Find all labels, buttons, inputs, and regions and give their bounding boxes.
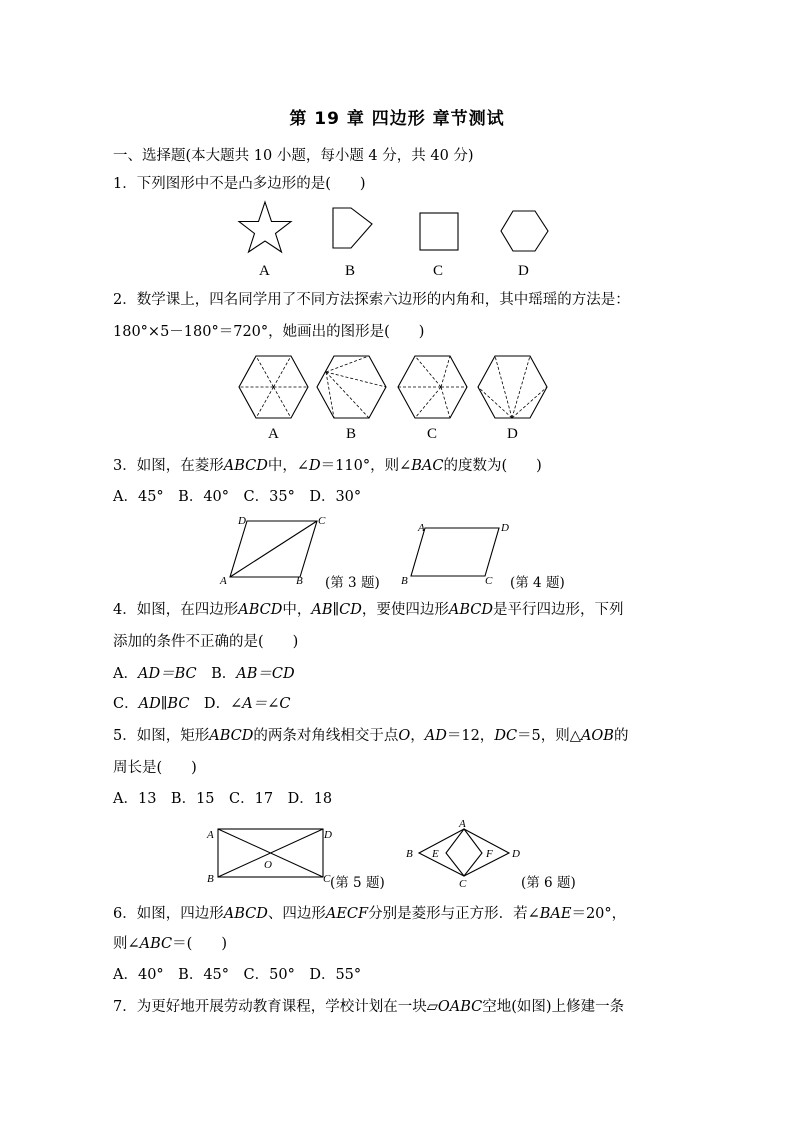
question-5-stem-line1: 5．如图，矩形ABCD的两条对角线相交于点O，AD＝12，DC＝5，则△AOB的 (113, 728, 629, 744)
svg-text:C: C (323, 873, 331, 885)
q3-diagonal-ac (230, 521, 317, 577)
question-2-stem-line2: 180°×5－180°＝720°，她画出的图形是( ) (113, 324, 425, 340)
q1-label-b: B (345, 263, 356, 279)
q1-label-a: A (259, 263, 270, 279)
q5-caption: (第 5 题) (330, 875, 385, 891)
q3-caption: (第 3 题) (325, 575, 380, 591)
question-4-stem-line2: 添加的条件不正确的是( ) (113, 634, 299, 650)
q2-label-b: B (346, 426, 357, 442)
question-6-stem-line2: 则∠ABC＝( ) (113, 936, 227, 952)
question-3-stem: 3．如图，在菱形ABCD中，∠D＝110°，则∠BAC的度数为( ) (113, 458, 542, 474)
svg-text:A: A (207, 829, 214, 841)
q1-label-d: D (518, 263, 529, 279)
svg-text:B: B (207, 873, 214, 885)
figures-q3-q4 (215, 512, 575, 592)
q2-hexagon-d (478, 356, 547, 418)
question-2-figures (236, 352, 556, 444)
question-2-stem-line1: 2．数学课上，四名同学用了不同方法探索六边形的内角和，其中瑶瑶的方法是： (113, 292, 630, 308)
question-7-stem: 7．为更好地开展劳动教育课程，学校计划在一块▱OABC空地(如图)上修建一条 (113, 999, 625, 1015)
q1-star-shape (239, 202, 291, 252)
svg-text:C: C (318, 515, 326, 527)
question-6-stem-line1: 6．如图，四边形ABCD、四边形AECF分别是菱形与正方形．若∠BAE＝20°， (113, 906, 627, 922)
question-1-figures (230, 198, 560, 283)
figures-q5-q6 (200, 816, 590, 896)
q4-parallelogram (411, 528, 499, 576)
q2-label-c: C (427, 426, 438, 442)
svg-text:D: D (512, 848, 520, 860)
question-4-options-cd: C．AD∥BC D．∠A＝∠C (113, 696, 291, 712)
svg-text:A: A (418, 522, 425, 534)
svg-text:B: B (401, 575, 408, 587)
q1-square-shape (420, 213, 458, 250)
q1-figure-svg (230, 198, 560, 283)
q3-q4-figure-svg (215, 512, 575, 592)
svg-text:D: D (324, 829, 332, 841)
svg-text:O: O (264, 859, 272, 871)
svg-text:B: B (296, 575, 303, 587)
svg-text:A: A (220, 575, 227, 587)
svg-text:E: E (432, 848, 439, 860)
q2-hexagon-b (317, 356, 386, 418)
q4-caption: (第 4 题) (510, 575, 565, 591)
q6-caption: (第 6 题) (521, 875, 576, 891)
q1-hexagon-shape (501, 211, 548, 251)
q1-label-c: C (433, 263, 444, 279)
q5-q6-figure-svg (200, 816, 590, 896)
question-5-options: A．13 B．15 C．17 D．18 (113, 791, 333, 807)
question-5-stem-line2: 周长是( ) (113, 760, 197, 776)
q2-label-d: D (507, 426, 518, 442)
svg-text:A: A (459, 818, 466, 830)
question-4-stem-line1: 4．如图，在四边形ABCD中，AB∥CD，要使四边形ABCD是平行四边形，下列 (113, 602, 624, 618)
question-3-options: A．45° B．40° C．35° D．30° (113, 489, 362, 505)
svg-text:D: D (238, 515, 246, 527)
svg-text:B: B (406, 848, 413, 860)
question-1-stem: 1．下列图形中不是凸多边形的是( ) (113, 176, 366, 192)
q2-label-a: A (268, 426, 279, 442)
svg-text:C: C (485, 575, 493, 587)
page-title: 第 19 章 四边形 章节测试 (289, 109, 505, 129)
question-4-options-ab: A．AD＝BC B．AB＝CD (113, 666, 295, 682)
svg-text:F: F (486, 848, 493, 860)
q2-figure-svg (236, 352, 556, 444)
section-heading: 一、选择题(本大题共 10 小题，每小题 4 分，共 40 分) (113, 148, 474, 164)
svg-text:D: D (501, 522, 509, 534)
svg-text:C: C (459, 878, 467, 890)
q1-pentagon-shape (333, 208, 372, 248)
question-6-options: A．40° B．45° C．50° D．55° (113, 967, 362, 983)
